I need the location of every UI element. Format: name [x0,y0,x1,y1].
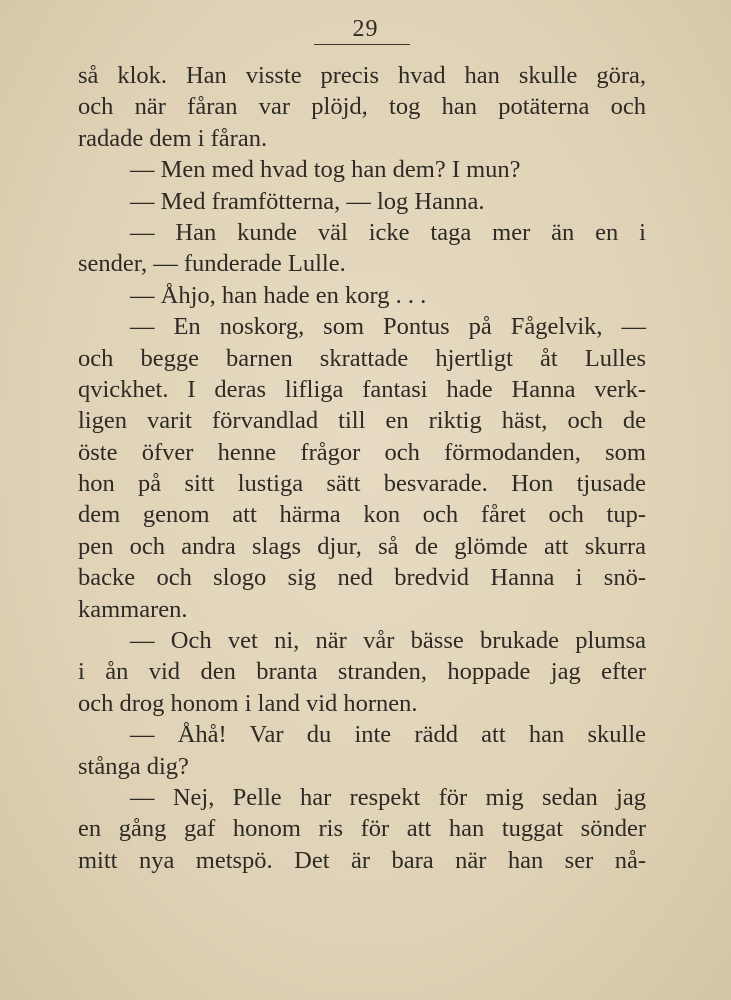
text-line: radade dem i fåran. [78,124,268,152]
page-body-text [78,60,646,876]
text-line: — Och vet ni, när vår bässe brukade plumsa [130,627,646,655]
text-line: ligen varit förvandlad till en riktig häst, och de [78,407,646,435]
text-line: pen och andra slags djur, så de glömde att skurra [78,532,646,560]
text-line: sender, — funderade Lulle. [78,250,346,278]
text-line: och begge barnen skrattade hjertligt åt Lulles [78,344,646,372]
text-line: dem genom att härma kon och fåret och tup- [78,501,646,529]
page-number: 29 [352,16,379,42]
text-line: — Åhå! Var du inte rädd att han skulle [130,721,646,749]
text-line: stånga dig? [78,752,189,780]
text-line: hon på sitt lustiga sätt besvarade. Hon tjusade [78,470,646,498]
text-line: — Han kunde väl icke taga mer än en i [130,218,646,246]
page-number-rule [314,44,410,45]
text-line: och drog honom i land vid hornen. [78,689,418,717]
text-line: — Men med hvad tog han dem? I mun? [130,156,521,184]
text-line: en gång gaf honom ris för att han tuggat sönder [78,815,646,843]
text-line: — Med framfötterna, — log Hanna. [130,187,485,215]
text-line: så klok. Han visste precis hvad han skulle göra, [78,62,646,89]
text-line: backe och slogo sig ned bredvid Hanna i snö- [78,564,646,592]
text-line: — Nej, Pelle har respekt för mig sedan jag [130,783,646,811]
text-line: — En noskorg, som Pontus på Fågelvik, — [130,313,646,341]
text-line: qvickhet. I deras lifliga fantasi hade Hanna verk- [78,375,646,403]
text-line: — Åhjo, han hade en korg . . . [130,281,427,309]
text-line: i ån vid den branta stranden, hoppade jag efter [78,658,646,686]
text-line: och när fåran var plöjd, tog han potäterna och [78,93,646,121]
text-line: mitt nya metspö. Det är bara när han ser nå- [78,846,646,874]
text-line: kammaren. [78,595,188,623]
text-line: öste öfver henne frågor och förmodanden, som [78,438,646,466]
